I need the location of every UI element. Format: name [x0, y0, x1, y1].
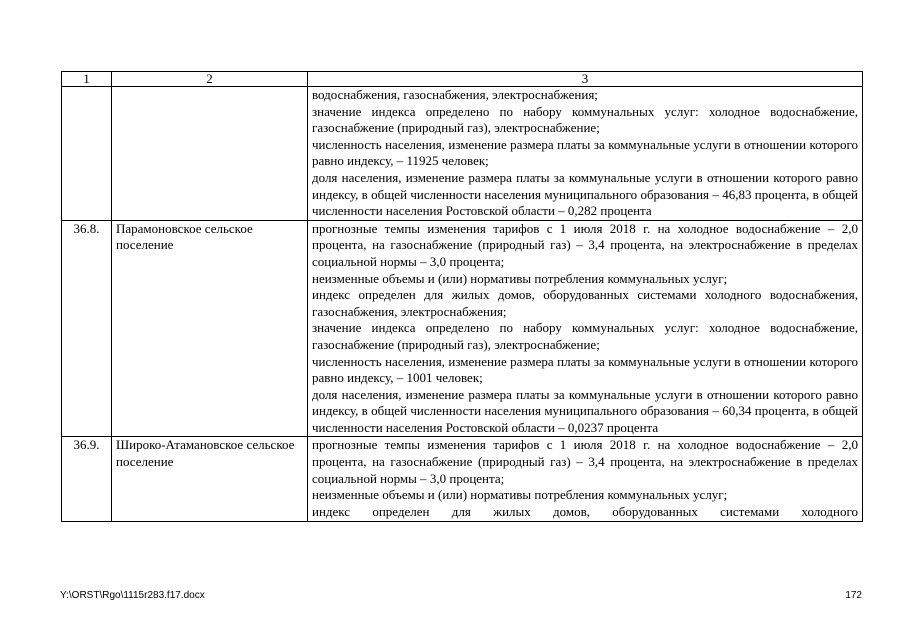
row-description: [308, 220, 863, 437]
document-table: [61, 71, 863, 522]
header-col-1: 1: [62, 72, 112, 87]
paragraph: неизменные объемы и (или) нормативы потребления коммунальных услуг;: [312, 487, 728, 503]
page-number: 172: [845, 590, 862, 601]
table-row: [62, 220, 863, 437]
paragraph: водоснабжения, газоснабжения, электроснабжения;: [312, 87, 598, 102]
table-row: [62, 87, 863, 221]
paragraph: значение индекса определено по набору коммунальных услуг: холодное водоснабжение, газоснабжение (природный газ), электроснабжение;: [312, 320, 858, 352]
settlement-name: Парамоновское сельское поселение: [112, 220, 308, 437]
paragraph: неизменные объемы и (или) нормативы потребления коммунальных услуг;: [312, 270, 728, 286]
table-row: [62, 437, 863, 521]
paragraph: индекс определен для жилых домов, оборудованных системами холодного: [312, 503, 858, 519]
paragraph: численность населения, изменение размера платы за коммунальные услуги в отношении которого равно индексу, – 1001 человек;: [312, 353, 858, 386]
settlement-name: Широко-Атамановское сельское поселение: [112, 437, 308, 521]
paragraph: доля населения, изменение размера платы за коммунальные услуги в отношении которого равно индексу, в общей численности населения муниципального образования – 60,34 процента, в общей численности населения Ростовской области – 0,0237 процента: [312, 386, 858, 435]
paragraph: индекс определен для жилых домов, оборудованных системами холодного водоснабжения, газоснабжения, электроснабжения;: [312, 287, 858, 319]
paragraph: значение индекса определено по набору коммунальных услуг: холодное водоснабжение, газоснабжение (природный газ), электроснабжение;: [312, 103, 858, 136]
table-header-row: [62, 72, 863, 87]
paragraph: численность населения, изменение размера платы за коммунальные услуги в отношении которого равно индексу, – 11925 человек;: [312, 136, 858, 169]
row-number: 36.8.: [62, 220, 112, 437]
footer-file-path: Y:\ORST\Rgo\1115r283.f17.docx: [60, 590, 205, 601]
header-col-3: 3: [308, 72, 863, 87]
settlement-name: [112, 87, 308, 221]
paragraph: прогнозные темпы изменения тарифов с 1 июля 2018 г. на холодное водоснабжение – 2,0 процента, на газоснабжение (природный газ) – 3,4 процента, на электроснабжение в пределах социальной нормы – 3,0 процента;: [312, 437, 858, 486]
row-number: 36.9.: [62, 437, 112, 521]
paragraph: прогнозные темпы изменения тарифов с 1 июля 2018 г. на холодное водоснабжение – 2,0 процента, на газоснабжение (природный газ) – 3,4 процента, на электроснабжение в пределах социальной нормы – 3,0 процента;: [312, 220, 858, 269]
paragraph: доля населения, изменение размера платы за коммунальные услуги в отношении которого равно индексу, в общей численности населения муниципального образования – 46,83 процента, в общей численности населения Ростовской области – 0,282 процента: [312, 169, 858, 219]
header-col-2: 2: [112, 72, 308, 87]
row-description: [308, 87, 863, 221]
row-description: [308, 437, 863, 521]
row-number: [62, 87, 112, 221]
